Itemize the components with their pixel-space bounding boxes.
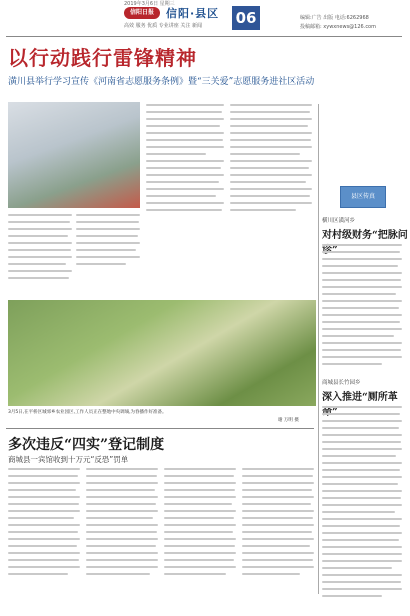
story2-kicker: 商城县长竹园乡 [322, 380, 361, 386]
lead-headline: 以行动践行雷锋精神 [8, 46, 197, 70]
story1-body [322, 244, 402, 370]
photo-credit: 谢 万明 摄 [278, 418, 299, 423]
field-photo [8, 300, 316, 406]
header-divider [6, 36, 402, 37]
story2-headline: 深入推进“厕所革 [322, 392, 398, 403]
email-line: 投稿邮箱: xywxnews@126.com [300, 24, 376, 30]
lower-divider [6, 428, 314, 429]
lead-photo [8, 102, 140, 208]
photo-caption: 3月5日,在平桥区城郊乡农业园区,工作人员正在整地中央调墒,为春播作好准备。 [8, 410, 167, 415]
story1-kicker: 横川区潢河乡 [322, 218, 356, 224]
lower-column-4 [242, 468, 314, 580]
story2-body [322, 406, 402, 602]
lower-column-2 [86, 468, 158, 580]
lower-column-1 [8, 468, 80, 580]
lower-column-3 [164, 468, 236, 580]
lead-subhead: 潢川县举行学习宣传《河南省志愿服务条例》暨“三关爱”志愿服务进社区活动 [8, 77, 315, 87]
lead-column-1 [146, 104, 224, 216]
story1-headline: 对村级财务“把脉问 [322, 230, 408, 241]
lower-subhead: 商城县一宾馆收到十万元“反恐”罚单 [8, 455, 129, 464]
newspaper-logo: 信阳日报 [124, 7, 160, 19]
page-number: 06 [232, 6, 260, 30]
lead-column-4 [76, 214, 140, 270]
date-line: 2019年3月6日 星期三 [124, 1, 175, 7]
column-divider [318, 104, 319, 594]
lead-column-2 [230, 104, 312, 216]
lower-headline: 多次违反“四实”登记制度 [8, 437, 165, 453]
section-title: 信阳·县区 [166, 7, 220, 20]
sidebar-tag: 县区传真 [340, 186, 386, 208]
editor-line: 编辑:广告 出版 电话:6262968 [300, 15, 369, 21]
header-links: 高效 服务 优质 专业讲座 关注 新闻 [124, 23, 202, 29]
